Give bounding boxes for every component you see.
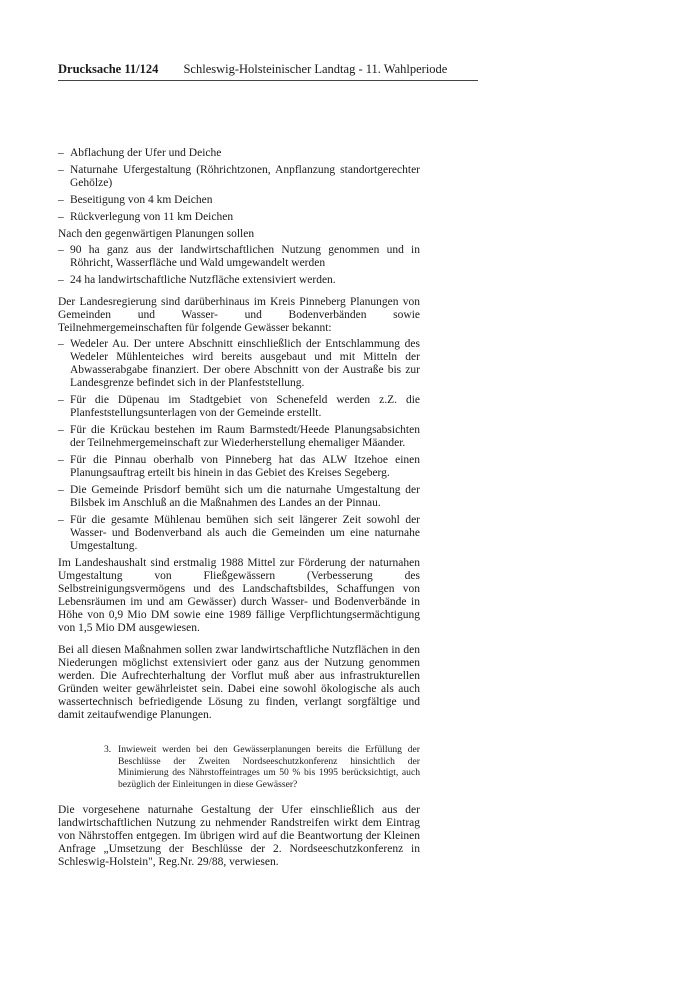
header-title: Schleswig-Holsteinischer Landtag - 11. Wahlperiode bbox=[183, 62, 448, 76]
paragraph-haushalt: Im Landeshaushalt sind erstmalig 1988 Mittel zur Förderung der naturnahen Umgestaltung von Fließgewässern (Verbesserung des Selbstreinigungsvermögens und des Landschaftsbildes, Schaffungen von Lebensräumen im und am Gewässer) durch Wasser- und Bodenverbände in Höhe von 0,9 Mio DM sowie eine 1989 fällige Verpflichtungsermächtigung von 1,5 Mio DM ausgewiesen. bbox=[58, 557, 420, 634]
list-item: – Abflachung der Ufer und Deiche bbox=[58, 147, 420, 160]
page-header bbox=[58, 62, 478, 81]
question-number: 3. bbox=[104, 744, 112, 755]
list-item: – Wedeler Au. Der untere Abschnitt einschließlich der Entschlammung des Wedeler Mühlenteiches wird bereits ausgebaut und mit Mitteln der Abwasserabgabe finanziert. Der obere Abschnitt von der Austraße bis zur Landesgrenze befindet sich in der Planfeststellung. bbox=[58, 338, 420, 390]
planning-intro: Nach den gegenwärtigen Planungen sollen bbox=[58, 228, 255, 240]
waters-list bbox=[58, 338, 420, 553]
list-item: – Für die Pinnau oberhalb von Pinneberg hat das ALW Itzehoe einen Planungsauftrag erteilt bis hinein in das Gebiet des Kreises Segeberg. bbox=[58, 454, 420, 480]
paragraph-massnahmen: Bei all diesen Maßnahmen sollen zwar landwirtschaftliche Nutzflächen in den Niederungen möglichst extensiviert oder ganz aus der Nutzung genommen werden. Die Aufrechterhaltung der Vorflut muß aber aus infrastrukturellen Gründen weiter gewährleistet sein. Dabei eine sowohl ökologische als auch wassertechnisch befriedigende Lösung zu finden, verlangt sorgfältige und damit zeitaufwendige Planungen. bbox=[58, 644, 420, 721]
list-item: – 24 ha landwirtschaftliche Nutzfläche extensiviert werden. bbox=[58, 274, 420, 287]
paragraph-landesregierung: Der Landesregierung sind darüberhinaus im Kreis Pinneberg Planungen von Gemeinden und Wasser- und Bodenverbänden sowie Teilnehmergemeinschaften für folgende Gewässer bekannt: bbox=[58, 296, 420, 334]
list-item: – Beseitigung von 4 km Deichen bbox=[58, 194, 420, 207]
question-text: Inwieweit werden bei den Gewässerplanungen bereits die Erfüllung der Beschlüsse der Zweiten Nordseeschutzkonferenz hinsichtlich der Minimierung des Nährstoffeintrages um 50 % bis 1995 berücksichtigt, auch bezüglich der Einleitungen in diese Gewässer? bbox=[118, 744, 420, 790]
question-block bbox=[104, 744, 420, 790]
list-item: – Für die gesamte Mühlenau bemühen sich seit längerer Zeit sowohl der Wasser- und Bodenverband als auch die Gemeinden um eine naturnahe Umgestaltung. bbox=[58, 514, 420, 553]
paragraph-answer: Die vorgesehene naturnahe Gestaltung der Ufer einschließlich aus der landwirtschaftlichen Nutzung zu nehmender Randstreifen wirkt dem Eintrag von Nährstoffen entgegen. Im übrigen wird auf die Beantwortung der Kleinen Anfrage „Umsetzung der Beschlüsse der 2. Nordseeschutzkonferenz in Schleswig-Holstein", Reg.Nr. 29/88, verwiesen. bbox=[58, 804, 420, 868]
document-body bbox=[58, 147, 420, 878]
list-item: – Für die Krückau bestehen im Raum Barmstedt/Heede Planungsabsichten der Teilnehmergemeinschaft zur Wiederherstellung ehemaliger Mäander. bbox=[58, 424, 420, 450]
list-item: – 90 ha ganz aus der landwirtschaftlichen Nutzung genommen und in Röhricht, Wasserfläche und Wald umgewandelt werden bbox=[58, 244, 420, 270]
list-item: – Die Gemeinde Prisdorf bemüht sich um die naturnahe Umgestaltung der Bilsbek im Anschluß an die Maßnahmen des Landes an der Pinnau. bbox=[58, 484, 420, 510]
list-item: – Für die Düpenau im Stadtgebiet von Schenefeld werden z.Z. die Planfeststellungsunterlagen von der Gemeinde erstellt. bbox=[58, 394, 420, 420]
doc-number: Drucksache 11/124 bbox=[58, 62, 159, 76]
measures-list bbox=[58, 147, 420, 224]
list-item: – Naturnahe Ufergestaltung (Röhrichtzonen, Anpflanzung standortgerechter Gehölze) bbox=[58, 164, 420, 190]
list-item: – Rückverlegung von 11 km Deichen bbox=[58, 211, 420, 224]
planning-list bbox=[58, 244, 420, 287]
